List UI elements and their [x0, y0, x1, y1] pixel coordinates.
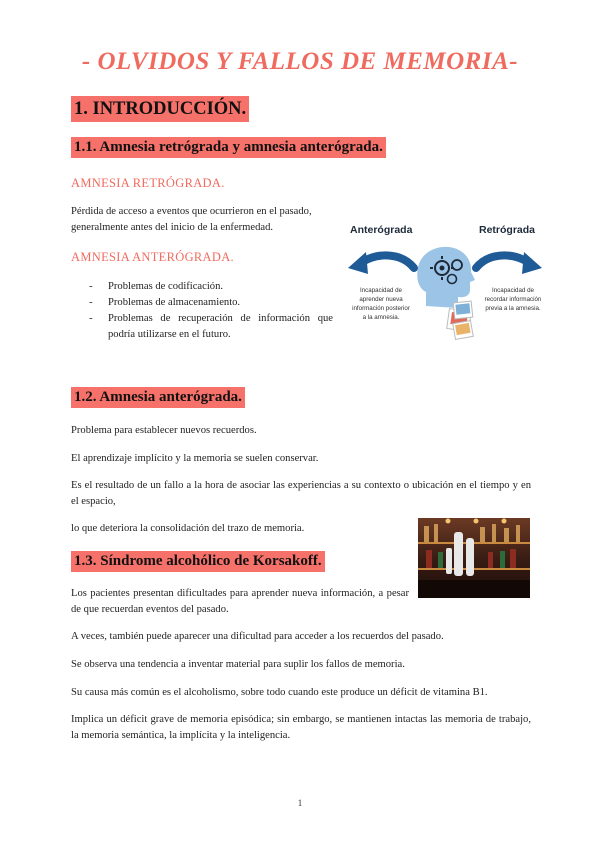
- paragraph: El aprendizaje implícito y la memoria se suelen conservar.: [71, 453, 319, 464]
- retrograde-heading: AMNESIA RETRÓGRADA.: [71, 176, 225, 190]
- list-item: - Problemas de codificación.: [71, 279, 333, 295]
- diagram-caption-retrograde: Incapacidad de recordar información previa a la amnesia.: [484, 287, 542, 312]
- anterograde-heading: AMNESIA ANTERÓGRADA.: [71, 250, 234, 264]
- list-item: - Problemas de recuperación de información que podría utilizarse en el futuro.: [71, 311, 333, 343]
- page-title: - OLVIDOS Y FALLOS DE MEMORIA-: [81, 48, 519, 75]
- paragraph: Es el resultado de un fallo a la hora de asociar las experiencias a su contexto o ubicación en el tiempo y en el espacio,: [71, 480, 531, 507]
- subsection-heading-1-1: 1.1. Amnesia retrógrada y amnesia anterógrada.: [71, 137, 386, 158]
- list-item: - Problemas de almacenamiento.: [71, 295, 333, 311]
- subsection-heading-1-2: 1.2. Amnesia anterógrada.: [71, 387, 245, 408]
- left-curved-arrow-icon: [348, 252, 414, 274]
- paragraph: Los pacientes presentan dificultades para aprender nueva información, a pesar de que recuerdan eventos del pasado.: [71, 588, 409, 615]
- diagram-caption-anterograde: Incapacidad de aprender nueva información posterior a la amnesia.: [352, 287, 410, 321]
- paragraph: lo que deteriora la consolidación del trazo de memoria.: [71, 523, 305, 534]
- subsection-heading-1-3: 1.3. Síndrome alcohólico de Korsakoff.: [71, 551, 325, 572]
- bar-shelves-image: [418, 518, 530, 598]
- page-number: 1: [297, 798, 303, 808]
- paragraph: Implica un déficit grave de memoria episódica; sin embargo, se mantienen intactas las memoria de trabajo, la memoria semántica, la implícita y la inteligencia.: [71, 714, 531, 741]
- diagram-label-anterograde: Anterógrada: [350, 224, 413, 236]
- paragraph: Su causa más común es el alcoholismo, sobre todo cuando este produce un déficit de vitamina B1.: [71, 687, 488, 698]
- paragraph: A veces, también puede aparecer una dificultad para acceder a los recuerdos del pasado.: [71, 631, 444, 642]
- retrograde-definition: Pérdida de acceso a eventos que ocurrieron en el pasado, generalmente antes del inicio de la enfermedad.: [71, 206, 312, 233]
- right-curved-arrow-icon: [476, 252, 542, 274]
- paragraph: Problema para establecer nuevos recuerdos.: [71, 425, 257, 436]
- paragraph: Se observa una tendencia a inventar material para suplir los fallos de memoria.: [71, 659, 405, 670]
- bar-photo: [418, 518, 530, 598]
- section-heading-introduccion: 1. INTRODUCCIÓN.: [71, 96, 249, 122]
- diagram-graphic: [344, 218, 544, 346]
- anterograde-list: [71, 279, 333, 343]
- amnesia-diagram: [344, 218, 544, 346]
- diagram-label-retrograde: Retrógrada: [479, 224, 536, 236]
- brain-gears-head-icon: [417, 247, 475, 308]
